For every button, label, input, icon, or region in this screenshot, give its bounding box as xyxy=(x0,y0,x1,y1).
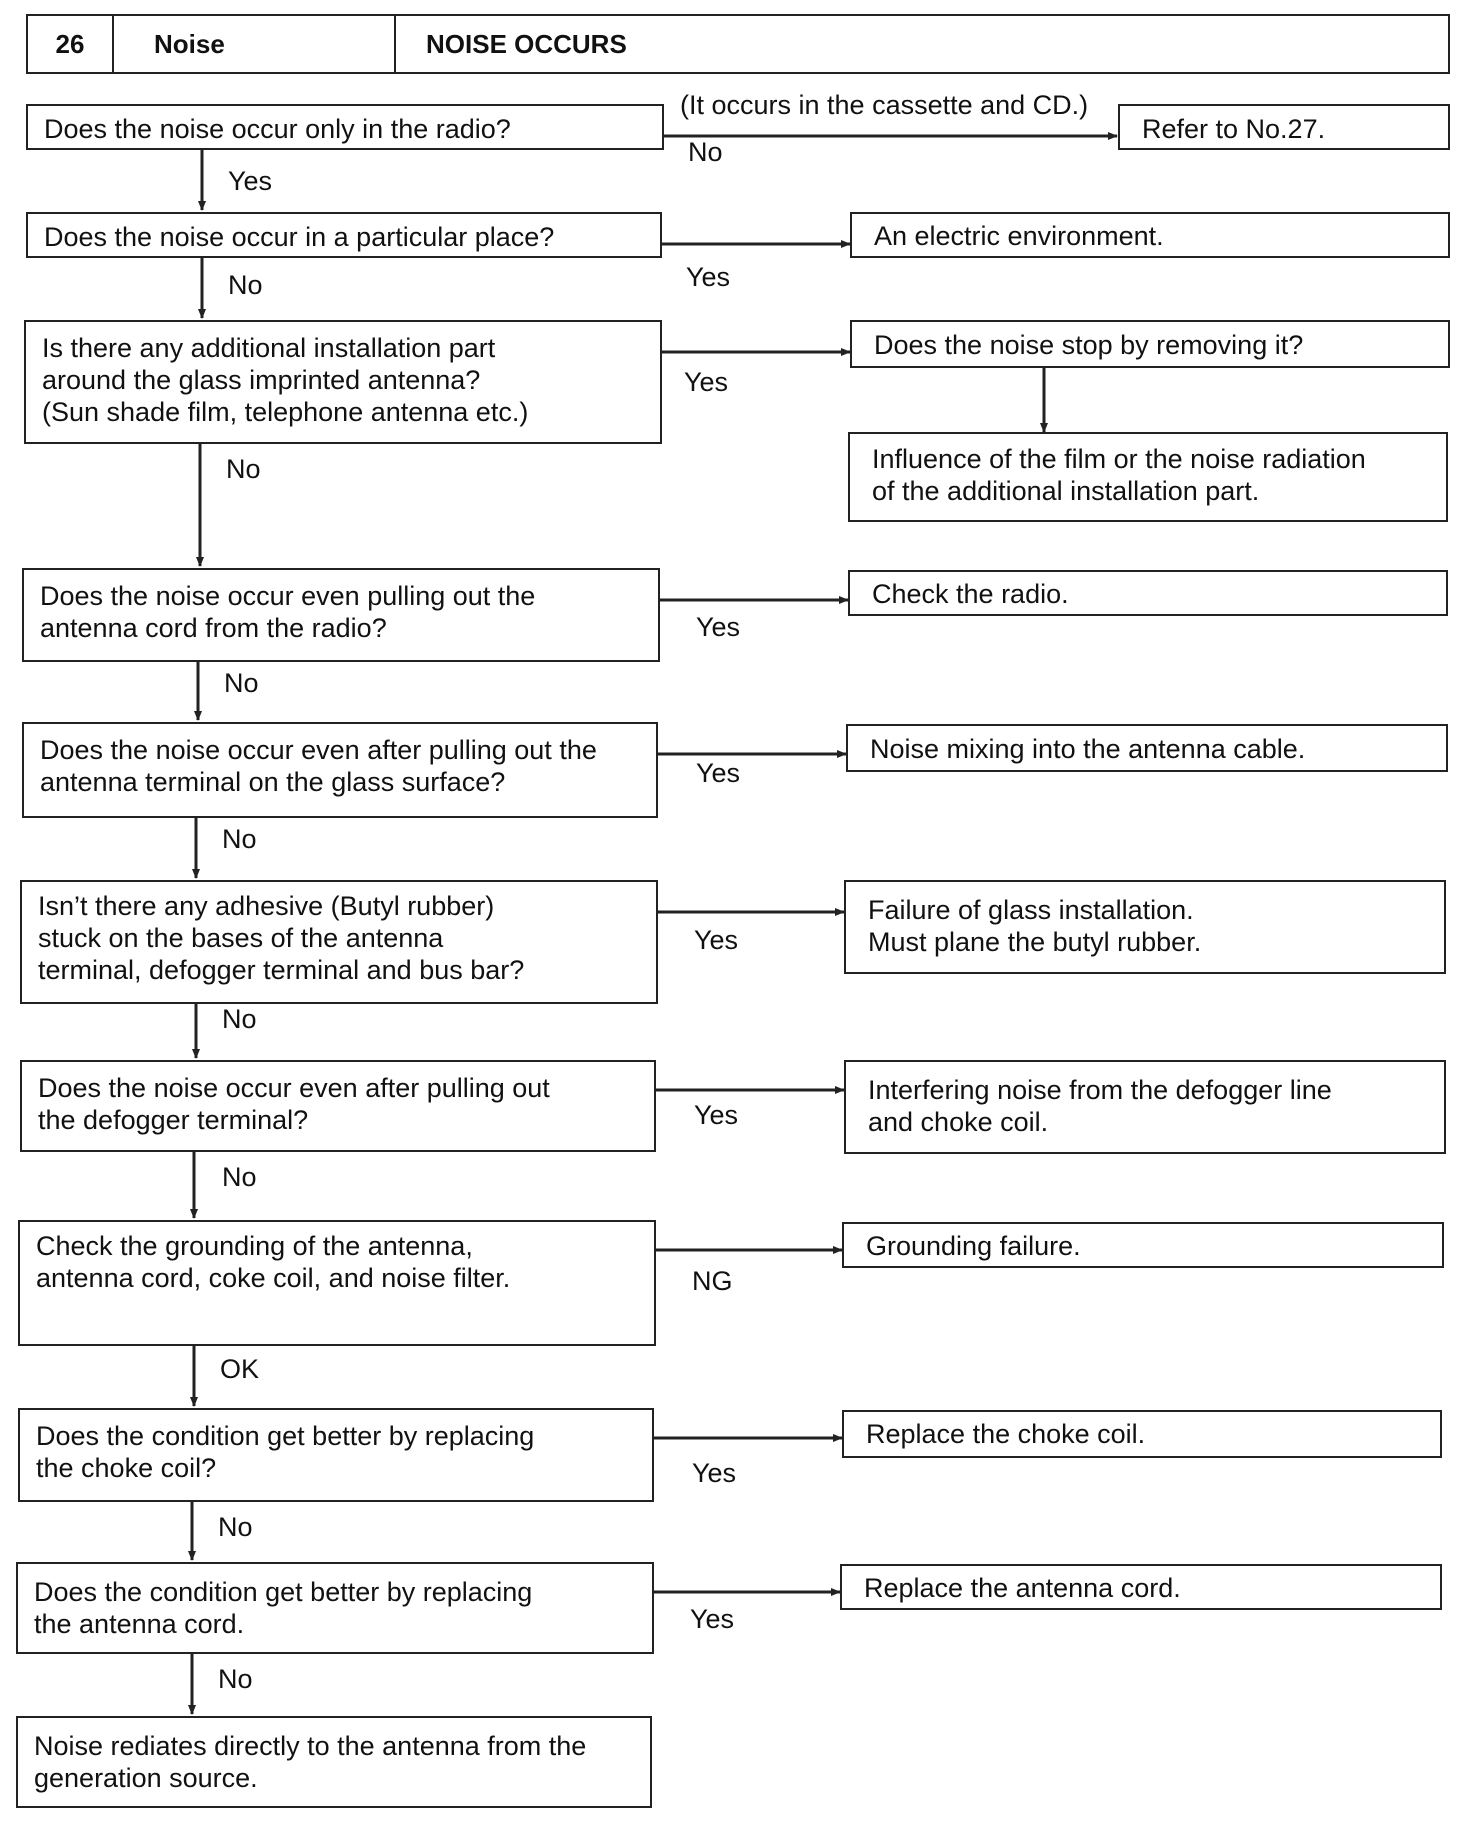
result-box-7 xyxy=(844,1060,1446,1154)
question-text-3: Is there any additional installation part around the glass imprinted antenna? (Sun shade film, telephone antenna etc.) xyxy=(42,333,529,427)
result-box-10 xyxy=(840,1564,1442,1610)
side-label-6: Yes xyxy=(694,925,739,955)
result-text-9: Replace the choke coil. xyxy=(866,1419,1146,1449)
question-text-5: Does the noise occur even after pulling out the antenna terminal on the glass surface? xyxy=(40,735,597,797)
side-note-1: (It occurs in the cassette and CD.) xyxy=(680,90,1089,120)
question-box-9 xyxy=(18,1408,654,1502)
down-label-7: No xyxy=(222,1162,257,1192)
result-box-8 xyxy=(842,1222,1444,1268)
result-box-9 xyxy=(842,1410,1442,1458)
result-text-4: Check the radio. xyxy=(872,579,1069,609)
procedure-title: NOISE OCCURS xyxy=(426,28,627,59)
down-label-4: No xyxy=(224,668,259,698)
result-box-6 xyxy=(844,880,1446,974)
procedure-category: Noise xyxy=(114,16,396,72)
result-text-3: Does the noise stop by removing it? xyxy=(874,330,1304,360)
final-result-box xyxy=(16,1716,652,1808)
question-box-2 xyxy=(26,212,662,258)
question-box-7 xyxy=(20,1060,656,1152)
result-box-4 xyxy=(848,570,1448,616)
down-label-5: No xyxy=(222,824,257,854)
down-label-3: No xyxy=(226,454,261,484)
question-text-1: Does the noise occur only in the radio? xyxy=(44,114,511,144)
down-label-10: No xyxy=(218,1664,253,1694)
question-text-7: Does the noise occur even after pulling out the defogger terminal? xyxy=(38,1073,550,1135)
question-box-10 xyxy=(16,1562,654,1654)
sub-result-box-3 xyxy=(848,432,1448,522)
down-label-6: No xyxy=(222,1004,257,1034)
side-label-1: No xyxy=(688,137,723,167)
question-box-5 xyxy=(22,722,658,818)
side-label-4: Yes xyxy=(696,612,741,642)
down-label-1: Yes xyxy=(228,166,273,196)
result-text-10: Replace the antenna cord. xyxy=(864,1573,1181,1603)
question-box-1 xyxy=(26,104,664,150)
side-label-8: NG xyxy=(692,1266,733,1296)
result-text-8: Grounding failure. xyxy=(866,1231,1081,1261)
result-text-1: Refer to No.27. xyxy=(1142,114,1326,144)
question-box-8 xyxy=(18,1220,656,1346)
procedure-number: 26 xyxy=(28,16,114,72)
result-text-2: An electric environment. xyxy=(874,221,1164,251)
result-box-3 xyxy=(850,320,1450,368)
result-box-5 xyxy=(846,724,1448,772)
sub-result-text-3: Influence of the film or the noise radiation of the additional installation part. xyxy=(872,444,1366,506)
result-text-7: Interfering noise from the defogger line and choke coil. xyxy=(868,1075,1332,1137)
down-label-9: No xyxy=(218,1512,253,1542)
side-label-10: Yes xyxy=(690,1604,735,1634)
final-result-text: Noise rediates directly to the antenna from the generation source. xyxy=(34,1731,587,1793)
side-label-5: Yes xyxy=(696,758,741,788)
side-label-3: Yes xyxy=(684,367,729,397)
result-text-6: Failure of glass installation. Must plane the butyl rubber. xyxy=(868,895,1202,957)
question-text-8: Check the grounding of the antenna, antenna cord, coke coil, and noise filter. xyxy=(36,1231,511,1293)
side-label-7: Yes xyxy=(694,1100,739,1130)
down-label-2: No xyxy=(228,270,263,300)
side-label-2: Yes xyxy=(686,262,731,292)
question-text-4: Does the noise occur even pulling out the antenna cord from the radio? xyxy=(40,581,536,643)
result-text-5: Noise mixing into the antenna cable. xyxy=(870,734,1306,764)
down-label-8: OK xyxy=(220,1354,260,1384)
question-text-10: Does the condition get better by replacing the antenna cord. xyxy=(34,1577,533,1639)
result-box-1 xyxy=(1118,104,1450,150)
question-box-4 xyxy=(22,568,660,662)
question-text-2: Does the noise occur in a particular place? xyxy=(44,222,555,252)
side-label-9: Yes xyxy=(692,1458,737,1488)
question-text-9: Does the condition get better by replacing the choke coil? xyxy=(36,1421,535,1483)
question-text-6: Isn’t there any adhesive (Butyl rubber) stuck on the bases of the antenna terminal, defogger terminal and bus bar? xyxy=(38,891,525,985)
question-box-3 xyxy=(24,320,662,444)
result-box-2 xyxy=(850,212,1450,258)
question-box-6 xyxy=(20,880,658,1004)
